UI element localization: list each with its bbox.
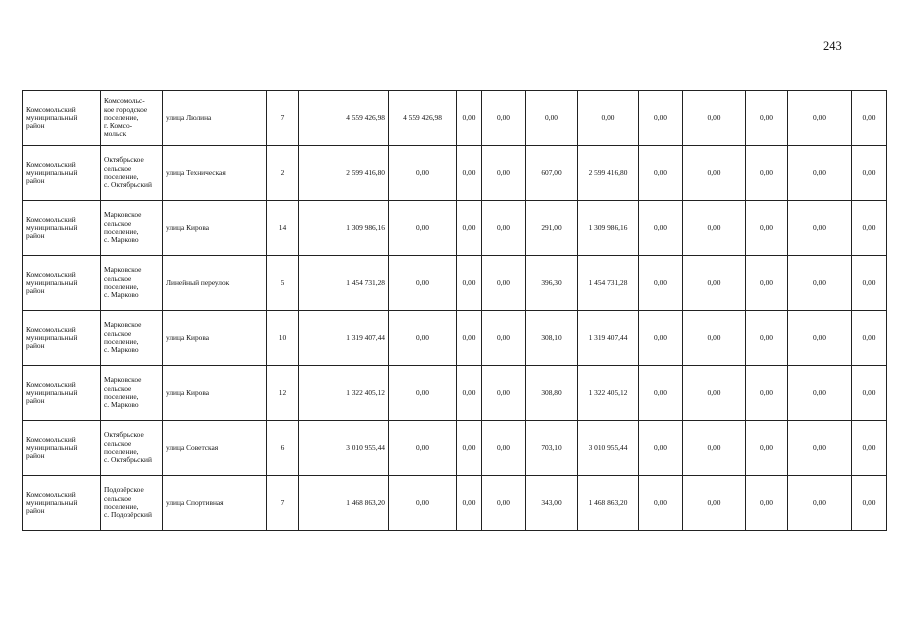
value-cell xyxy=(482,311,526,366)
value-cell xyxy=(746,421,788,476)
value-cell-text: 0,00 xyxy=(862,387,876,397)
value-cell-text: 0,00 xyxy=(462,387,476,397)
house-number-cell xyxy=(267,476,299,531)
value-cell-text: 0,00 xyxy=(760,222,773,232)
value-cell xyxy=(683,421,746,476)
total-cost-cell-text: 2 599 416,80 xyxy=(346,167,385,177)
area-cell-text: 703,10 xyxy=(541,442,562,452)
value-cell-text: 0,00 xyxy=(654,167,667,177)
value-cell xyxy=(639,256,683,311)
settlement-cell xyxy=(101,91,163,146)
value-cell xyxy=(852,201,887,256)
table-row xyxy=(23,201,887,256)
settlement-cell xyxy=(101,201,163,256)
area-cell xyxy=(526,256,578,311)
street-cell-text: улица Спортивная xyxy=(166,497,224,507)
value-cell-text: 0,00 xyxy=(862,167,876,177)
value-cell-text: 0,00 xyxy=(862,497,876,507)
total-cost-cell xyxy=(299,311,389,366)
value-cell-text: 0,00 xyxy=(813,222,826,232)
value-cell-text: 0,00 xyxy=(654,497,667,507)
value-cell-text: 0,00 xyxy=(497,277,510,287)
street-cell xyxy=(163,366,267,421)
value-cell-text: 0,00 xyxy=(707,167,721,177)
street-cell xyxy=(163,311,267,366)
value-cell-text: 0,00 xyxy=(760,167,773,177)
district-cell xyxy=(23,476,101,531)
value-cell-text: 0,00 xyxy=(862,222,876,232)
value-cell xyxy=(482,146,526,201)
value-cell xyxy=(578,476,639,531)
value-cell-text: 0,00 xyxy=(707,332,721,342)
value-cell xyxy=(482,91,526,146)
district-cell-text: Комсомольский муниципальный район xyxy=(26,104,78,131)
value-cell-text: 0,00 xyxy=(862,112,876,122)
value-cell xyxy=(389,91,457,146)
value-cell-text: 0,00 xyxy=(497,497,510,507)
total-cost-cell-text: 1 309 986,16 xyxy=(346,222,385,232)
value-cell xyxy=(683,311,746,366)
value-cell xyxy=(788,256,852,311)
settlement-cell-text: Марковское сельское поселение, с. Марково xyxy=(104,320,142,355)
value-cell-text: 1 309 986,16 xyxy=(588,222,628,232)
value-cell xyxy=(482,256,526,311)
house-number-cell xyxy=(267,146,299,201)
house-number-cell xyxy=(267,311,299,366)
area-cell-text: 396,30 xyxy=(541,277,562,287)
table-row xyxy=(23,476,887,531)
area-cell-text: 0,00 xyxy=(545,112,558,122)
district-cell-text: Комсомольский муниципальный район xyxy=(26,159,78,186)
area-cell xyxy=(526,311,578,366)
house-number-cell-text: 14 xyxy=(278,222,287,232)
value-cell xyxy=(482,366,526,421)
value-cell xyxy=(746,476,788,531)
total-cost-cell xyxy=(299,146,389,201)
value-cell-text: 0,00 xyxy=(813,442,826,452)
value-cell-text: 1 468 863,20 xyxy=(588,497,628,507)
value-cell-text: 0,00 xyxy=(462,277,476,287)
area-cell-text: 607,00 xyxy=(541,167,562,177)
district-cell xyxy=(23,201,101,256)
value-cell xyxy=(578,366,639,421)
street-cell-text: улица Кирова xyxy=(166,332,210,342)
total-cost-cell-text: 1 322 405,12 xyxy=(346,387,385,397)
value-cell-text: 0,00 xyxy=(462,112,476,122)
settlement-cell-text: Марковское сельское поселение, с. Марково xyxy=(104,265,142,300)
value-cell xyxy=(683,366,746,421)
house-number-cell-text: 7 xyxy=(280,112,285,122)
street-cell-text: улица Кирова xyxy=(166,387,210,397)
value-cell-text: 0,00 xyxy=(416,332,429,342)
settlement-cell-text: Марковское сельское поселение, с. Марково xyxy=(104,210,142,245)
value-cell-text: 0,00 xyxy=(760,442,773,452)
value-cell xyxy=(457,201,482,256)
district-cell-text: Комсомольский муниципальный район xyxy=(26,324,78,351)
total-cost-cell xyxy=(299,91,389,146)
table-row xyxy=(23,421,887,476)
value-cell-text: 0,00 xyxy=(862,277,876,287)
house-number-cell xyxy=(267,256,299,311)
house-number-cell-text: 10 xyxy=(278,332,287,342)
value-cell-text: 0,00 xyxy=(416,222,429,232)
value-cell-text: 4 559 426,98 xyxy=(403,112,442,122)
settlement-cell xyxy=(101,256,163,311)
value-cell xyxy=(389,201,457,256)
value-cell-text: 0,00 xyxy=(813,277,826,287)
settlement-cell xyxy=(101,146,163,201)
area-cell xyxy=(526,476,578,531)
value-cell xyxy=(788,476,852,531)
value-cell xyxy=(683,201,746,256)
value-cell xyxy=(389,366,457,421)
value-cell-text: 0,00 xyxy=(416,167,429,177)
table-row xyxy=(23,256,887,311)
value-cell-text: 0,00 xyxy=(462,442,476,452)
street-cell-text: улица Кирова xyxy=(166,222,210,232)
settlement-cell-text: Октябрьское сельское поселение, с. Октябрьский xyxy=(104,430,152,465)
settlement-cell xyxy=(101,311,163,366)
value-cell xyxy=(389,421,457,476)
value-cell-text: 0,00 xyxy=(707,497,721,507)
street-cell-text: улица Люлина xyxy=(166,112,212,122)
area-cell xyxy=(526,366,578,421)
value-cell-text: 0,00 xyxy=(813,332,826,342)
settlement-cell-text: Подозёрское сельское поселение, с. Подозёрский xyxy=(104,485,152,520)
value-cell-text: 0,00 xyxy=(862,442,876,452)
value-cell-text: 0,00 xyxy=(654,222,667,232)
value-cell xyxy=(683,476,746,531)
value-cell xyxy=(639,146,683,201)
value-cell xyxy=(578,311,639,366)
district-cell-text: Комсомольский муниципальный район xyxy=(26,489,78,516)
value-cell xyxy=(457,146,482,201)
table-row xyxy=(23,146,887,201)
area-cell-text: 343,00 xyxy=(541,497,562,507)
value-cell-text: 0,00 xyxy=(760,497,773,507)
value-cell-text: 0,00 xyxy=(707,442,721,452)
value-cell-text: 0,00 xyxy=(760,277,773,287)
value-cell-text: 0,00 xyxy=(497,442,510,452)
value-cell xyxy=(578,146,639,201)
value-cell-text: 0,00 xyxy=(497,167,510,177)
value-cell-text: 0,00 xyxy=(601,112,615,122)
value-cell-text: 0,00 xyxy=(760,332,773,342)
value-cell-text: 0,00 xyxy=(497,332,510,342)
value-cell xyxy=(746,91,788,146)
value-cell-text: 0,00 xyxy=(813,387,826,397)
value-cell xyxy=(639,366,683,421)
value-cell xyxy=(788,146,852,201)
value-cell xyxy=(457,256,482,311)
value-cell-text: 0,00 xyxy=(760,387,773,397)
value-cell xyxy=(683,91,746,146)
street-cell xyxy=(163,91,267,146)
value-cell xyxy=(639,476,683,531)
value-cell xyxy=(578,256,639,311)
value-cell xyxy=(788,311,852,366)
value-cell xyxy=(578,91,639,146)
value-cell xyxy=(852,421,887,476)
total-cost-cell xyxy=(299,421,389,476)
value-cell xyxy=(482,476,526,531)
house-number-cell xyxy=(267,201,299,256)
value-cell-text: 0,00 xyxy=(707,222,721,232)
house-number-cell xyxy=(267,91,299,146)
value-cell-text: 0,00 xyxy=(497,222,510,232)
area-cell xyxy=(526,146,578,201)
value-cell xyxy=(639,311,683,366)
value-cell-text: 0,00 xyxy=(654,112,667,122)
value-cell-text: 1 322 405,12 xyxy=(588,387,628,397)
value-cell xyxy=(746,201,788,256)
value-cell xyxy=(389,476,457,531)
total-cost-cell-text: 1 319 407,44 xyxy=(346,332,385,342)
street-cell-text: улица Техническая xyxy=(166,167,226,177)
value-cell-text: 3 010 955,44 xyxy=(588,442,628,452)
settlement-cell-text: Октябрьское сельское поселение, с. Октябрьский xyxy=(104,155,152,190)
table-row xyxy=(23,366,887,421)
value-cell xyxy=(578,201,639,256)
total-cost-cell xyxy=(299,366,389,421)
value-cell xyxy=(482,421,526,476)
total-cost-cell-text: 4 559 426,98 xyxy=(346,112,385,122)
value-cell xyxy=(852,256,887,311)
value-cell-text: 0,00 xyxy=(497,112,510,122)
table-row xyxy=(23,311,887,366)
district-cell xyxy=(23,366,101,421)
value-cell xyxy=(852,146,887,201)
street-cell-text: Линейный переулок xyxy=(166,277,230,287)
value-cell xyxy=(482,201,526,256)
housing-data-table xyxy=(22,90,887,531)
value-cell xyxy=(852,91,887,146)
area-cell xyxy=(526,201,578,256)
value-cell-text: 0,00 xyxy=(707,387,721,397)
value-cell-text: 0,00 xyxy=(760,112,773,122)
value-cell xyxy=(389,256,457,311)
district-cell-text: Комсомольский муниципальный район xyxy=(26,214,78,241)
total-cost-cell xyxy=(299,201,389,256)
value-cell xyxy=(457,91,482,146)
value-cell-text: 0,00 xyxy=(654,332,667,342)
value-cell-text: 0,00 xyxy=(654,442,667,452)
area-cell xyxy=(526,421,578,476)
value-cell-text: 0,00 xyxy=(813,167,826,177)
value-cell-text: 0,00 xyxy=(707,277,721,287)
district-cell xyxy=(23,91,101,146)
value-cell xyxy=(639,201,683,256)
house-number-cell-text: 2 xyxy=(280,167,285,177)
area-cell xyxy=(526,91,578,146)
total-cost-cell-text: 1 468 863,20 xyxy=(346,497,385,507)
value-cell-text: 0,00 xyxy=(416,497,429,507)
district-cell-text: Комсомольский муниципальный район xyxy=(26,379,78,406)
value-cell xyxy=(788,91,852,146)
area-cell-text: 291,00 xyxy=(541,222,562,232)
settlement-cell-text: Комсомольс- кое городское поселение, г. Комсо- мольск xyxy=(104,96,148,139)
value-cell-text: 0,00 xyxy=(416,277,429,287)
value-cell xyxy=(683,256,746,311)
settlement-cell xyxy=(101,366,163,421)
house-number-cell-text: 6 xyxy=(280,442,285,452)
value-cell xyxy=(788,421,852,476)
district-cell xyxy=(23,146,101,201)
district-cell xyxy=(23,311,101,366)
value-cell-text: 0,00 xyxy=(707,112,721,122)
value-cell-text: 0,00 xyxy=(462,222,476,232)
value-cell xyxy=(639,421,683,476)
value-cell-text: 0,00 xyxy=(813,112,826,122)
house-number-cell-text: 12 xyxy=(278,387,287,397)
value-cell xyxy=(788,366,852,421)
house-number-cell xyxy=(267,366,299,421)
value-cell xyxy=(457,311,482,366)
value-cell xyxy=(457,366,482,421)
page-number: 243 xyxy=(823,39,842,53)
value-cell xyxy=(389,146,457,201)
total-cost-cell xyxy=(299,476,389,531)
street-cell xyxy=(163,476,267,531)
table-row xyxy=(23,91,887,146)
value-cell-text: 0,00 xyxy=(462,167,476,177)
value-cell-text: 0,00 xyxy=(462,332,476,342)
total-cost-cell-text: 3 010 955,44 xyxy=(346,442,385,452)
value-cell-text: 0,00 xyxy=(654,387,667,397)
value-cell-text: 0,00 xyxy=(862,332,876,342)
value-cell-text: 0,00 xyxy=(654,277,667,287)
value-cell-text: 0,00 xyxy=(462,497,476,507)
value-cell-text: 1 454 731,28 xyxy=(588,277,628,287)
street-cell xyxy=(163,421,267,476)
value-cell-text: 0,00 xyxy=(497,387,510,397)
value-cell xyxy=(746,311,788,366)
settlement-cell-text: Марковское сельское поселение, с. Марково xyxy=(104,375,142,410)
value-cell xyxy=(746,366,788,421)
value-cell xyxy=(578,421,639,476)
street-cell xyxy=(163,201,267,256)
table-body xyxy=(23,91,887,531)
total-cost-cell-text: 1 454 731,28 xyxy=(346,277,385,287)
value-cell-text: 0,00 xyxy=(813,497,826,507)
value-cell-text: 0,00 xyxy=(416,387,429,397)
area-cell-text: 308,80 xyxy=(541,387,562,397)
street-cell-text: улица Советская xyxy=(166,442,219,452)
district-cell-text: Комсомольский муниципальный район xyxy=(26,434,78,461)
value-cell xyxy=(683,146,746,201)
street-cell xyxy=(163,146,267,201)
settlement-cell xyxy=(101,476,163,531)
district-cell xyxy=(23,421,101,476)
total-cost-cell xyxy=(299,256,389,311)
value-cell xyxy=(746,256,788,311)
value-cell-text: 2 599 416,80 xyxy=(588,167,628,177)
value-cell xyxy=(852,476,887,531)
value-cell xyxy=(457,421,482,476)
house-number-cell xyxy=(267,421,299,476)
value-cell xyxy=(852,311,887,366)
house-number-cell-text: 7 xyxy=(280,497,285,507)
value-cell xyxy=(639,91,683,146)
settlement-cell xyxy=(101,421,163,476)
value-cell xyxy=(788,201,852,256)
value-cell-text: 0,00 xyxy=(416,442,429,452)
value-cell-text: 1 319 407,44 xyxy=(588,332,628,342)
house-number-cell-text: 5 xyxy=(280,277,285,287)
district-cell-text: Комсомольский муниципальный район xyxy=(26,269,78,296)
value-cell xyxy=(389,311,457,366)
value-cell xyxy=(457,476,482,531)
district-cell xyxy=(23,256,101,311)
value-cell xyxy=(746,146,788,201)
street-cell xyxy=(163,256,267,311)
value-cell xyxy=(852,366,887,421)
area-cell-text: 308,10 xyxy=(541,332,562,342)
